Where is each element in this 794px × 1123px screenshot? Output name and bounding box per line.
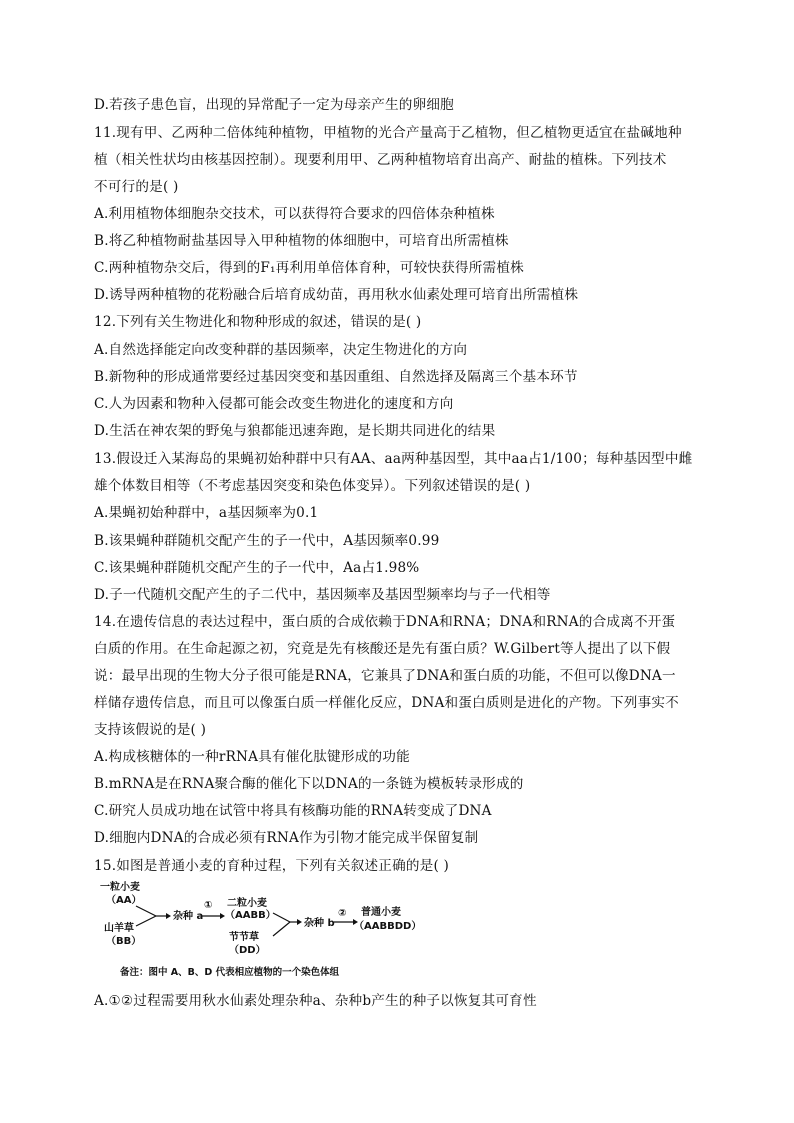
connector-line bbox=[273, 922, 290, 936]
option-line: A.①②过程需要用秋水仙素处理杂种a、杂种b产生的种子以恢复其可育性 bbox=[94, 993, 537, 1009]
text-line: 样储存遗传信息，而且可以像蛋白质一样催化反应，DNA和蛋白质则是进化的产物。下列事实不 bbox=[94, 695, 679, 711]
einkorn-label: 一粒小麦 bbox=[100, 882, 140, 893]
option-line: B.mRNA是在RNA聚合酶的催化下以DNA的一条链为模板转录形成的 bbox=[94, 776, 524, 792]
text-line: 白质的作用。在生命起源之初，究竟是先有核酸还是先有蛋白质？W.Gilbert等人提出了以下假 bbox=[94, 641, 671, 657]
emmer-genome: （AABB） bbox=[225, 910, 276, 921]
einkorn-genome: （AA） bbox=[106, 895, 142, 906]
text-line: D.若孩子患色盲，出现的异常配子一定为母亲产生的卵细胞 bbox=[94, 97, 454, 113]
question-14: 14.在遗传信息的表达过程中，蛋白质的合成依赖于DNA和RNA；DNA和RNA的合成离不开蛋 bbox=[94, 614, 676, 630]
option-line: A.果蝇初始种群中，a基因频率为0.1 bbox=[94, 505, 319, 521]
option-line: D.细胞内DNA的合成必须有RNA作为引物才能完成半保留复制 bbox=[94, 830, 479, 846]
text-line: 支持该假说的是( ) bbox=[94, 722, 207, 738]
connector-line bbox=[136, 916, 156, 926]
common-wheat-label: 普通小麦 bbox=[361, 907, 401, 918]
emmer-label: 二粒小麦 bbox=[227, 898, 267, 909]
option-line: D.生活在神农架的野兔与狼都能迅速奔跑，是长期共同进化的结果 bbox=[94, 423, 496, 439]
text-line: 说：最早出现的生物大分子很可能是RNA，它兼具了DNA和蛋白质的功能，不但可以像DNA一 bbox=[94, 668, 676, 684]
option-line: B.该果蝇种群随机交配产生的子一代中，A基因频率0.99 bbox=[94, 533, 440, 549]
question-11: 11.现有甲、乙两种二倍体纯种植物，甲植物的光合产量高于乙植物，但乙植物更适宜在盐碱地种 bbox=[94, 125, 682, 141]
tauschii-genome: （DD） bbox=[229, 945, 266, 956]
tauschii-label: 节节草 bbox=[229, 932, 259, 943]
common-wheat-genome: （AABBDD） bbox=[354, 921, 422, 932]
hybrid-a-label: 杂种 a bbox=[173, 911, 204, 922]
wheat-breeding-diagram bbox=[96, 878, 476, 978]
connector-line bbox=[136, 906, 156, 916]
option-line: A.自然选择能定向改变种群的基因频率，决定生物进化的方向 bbox=[94, 342, 468, 358]
goatgrass-label: 山羊草 bbox=[104, 923, 134, 934]
option-line: A.利用植物体细胞杂交技术，可以获得符合要求的四倍体杂种植株 bbox=[94, 206, 495, 222]
question-15: 15.如图是普通小麦的育种过程，下列有关叙述正确的是( ) bbox=[94, 858, 450, 874]
option-line: B.新物种的形成通常要经过基因突变和基因重组、自然选择及隔离三个基本环节 bbox=[94, 369, 578, 385]
option-line: B.将乙种植物耐盐基因导入甲种植物的体细胞中，可培育出所需植株 bbox=[94, 233, 509, 249]
option-line: C.该果蝇种群随机交配产生的子一代中，Aa占1.98% bbox=[94, 560, 420, 576]
step-1-label: ① bbox=[204, 900, 213, 911]
question-12: 12.下列有关生物进化和物种形成的叙述，错误的是( ) bbox=[94, 314, 422, 330]
arrow-head bbox=[166, 913, 171, 919]
option-line: C.人为因素和物种入侵都可能会改变生物进化的速度和方向 bbox=[94, 396, 454, 412]
option-line: D.子一代随机交配产生的子二代中，基因频率及基因型频率均与子一代相等 bbox=[94, 587, 551, 603]
option-line: A.构成核糖体的一种rRNA具有催化肽键形成的功能 bbox=[94, 749, 410, 765]
arrow-head bbox=[297, 919, 302, 925]
step-2-label: ② bbox=[338, 908, 347, 919]
text-line: 不可行的是( ) bbox=[94, 179, 179, 195]
question-13: 13.假设迁入某海岛的果蝇初始种群中只有AA、aa两种基因型，其中aa占1/100；每种基因型中雌 bbox=[94, 451, 693, 467]
option-line: D.诱导两种植物的花粉融合后培育成幼苗，再用秋水仙素处理可培育出所需植株 bbox=[94, 287, 579, 303]
hybrid-b-label: 杂种 b bbox=[304, 918, 335, 929]
text-line: 雄个体数目相等（不考虑基因突变和染色体变异）。下列叙述错误的是( ) bbox=[94, 478, 531, 494]
text-line: 植（相关性状均由核基因控制）。现要利用甲、乙两种植物培育出高产、耐盐的植株。下列技术 bbox=[94, 152, 667, 168]
diagram-note: 备注：图中 A、B、D 代表相应植物的一个染色体组 bbox=[120, 967, 340, 978]
option-line: C.研究人员成功地在试管中将具有核酶功能的RNA转变成了DNA bbox=[94, 803, 492, 819]
option-line: C.两种植物杂交后，得到的F₁再利用单倍体育种，可较快获得所需植株 bbox=[94, 260, 524, 276]
goatgrass-genome: （BB） bbox=[106, 936, 142, 947]
